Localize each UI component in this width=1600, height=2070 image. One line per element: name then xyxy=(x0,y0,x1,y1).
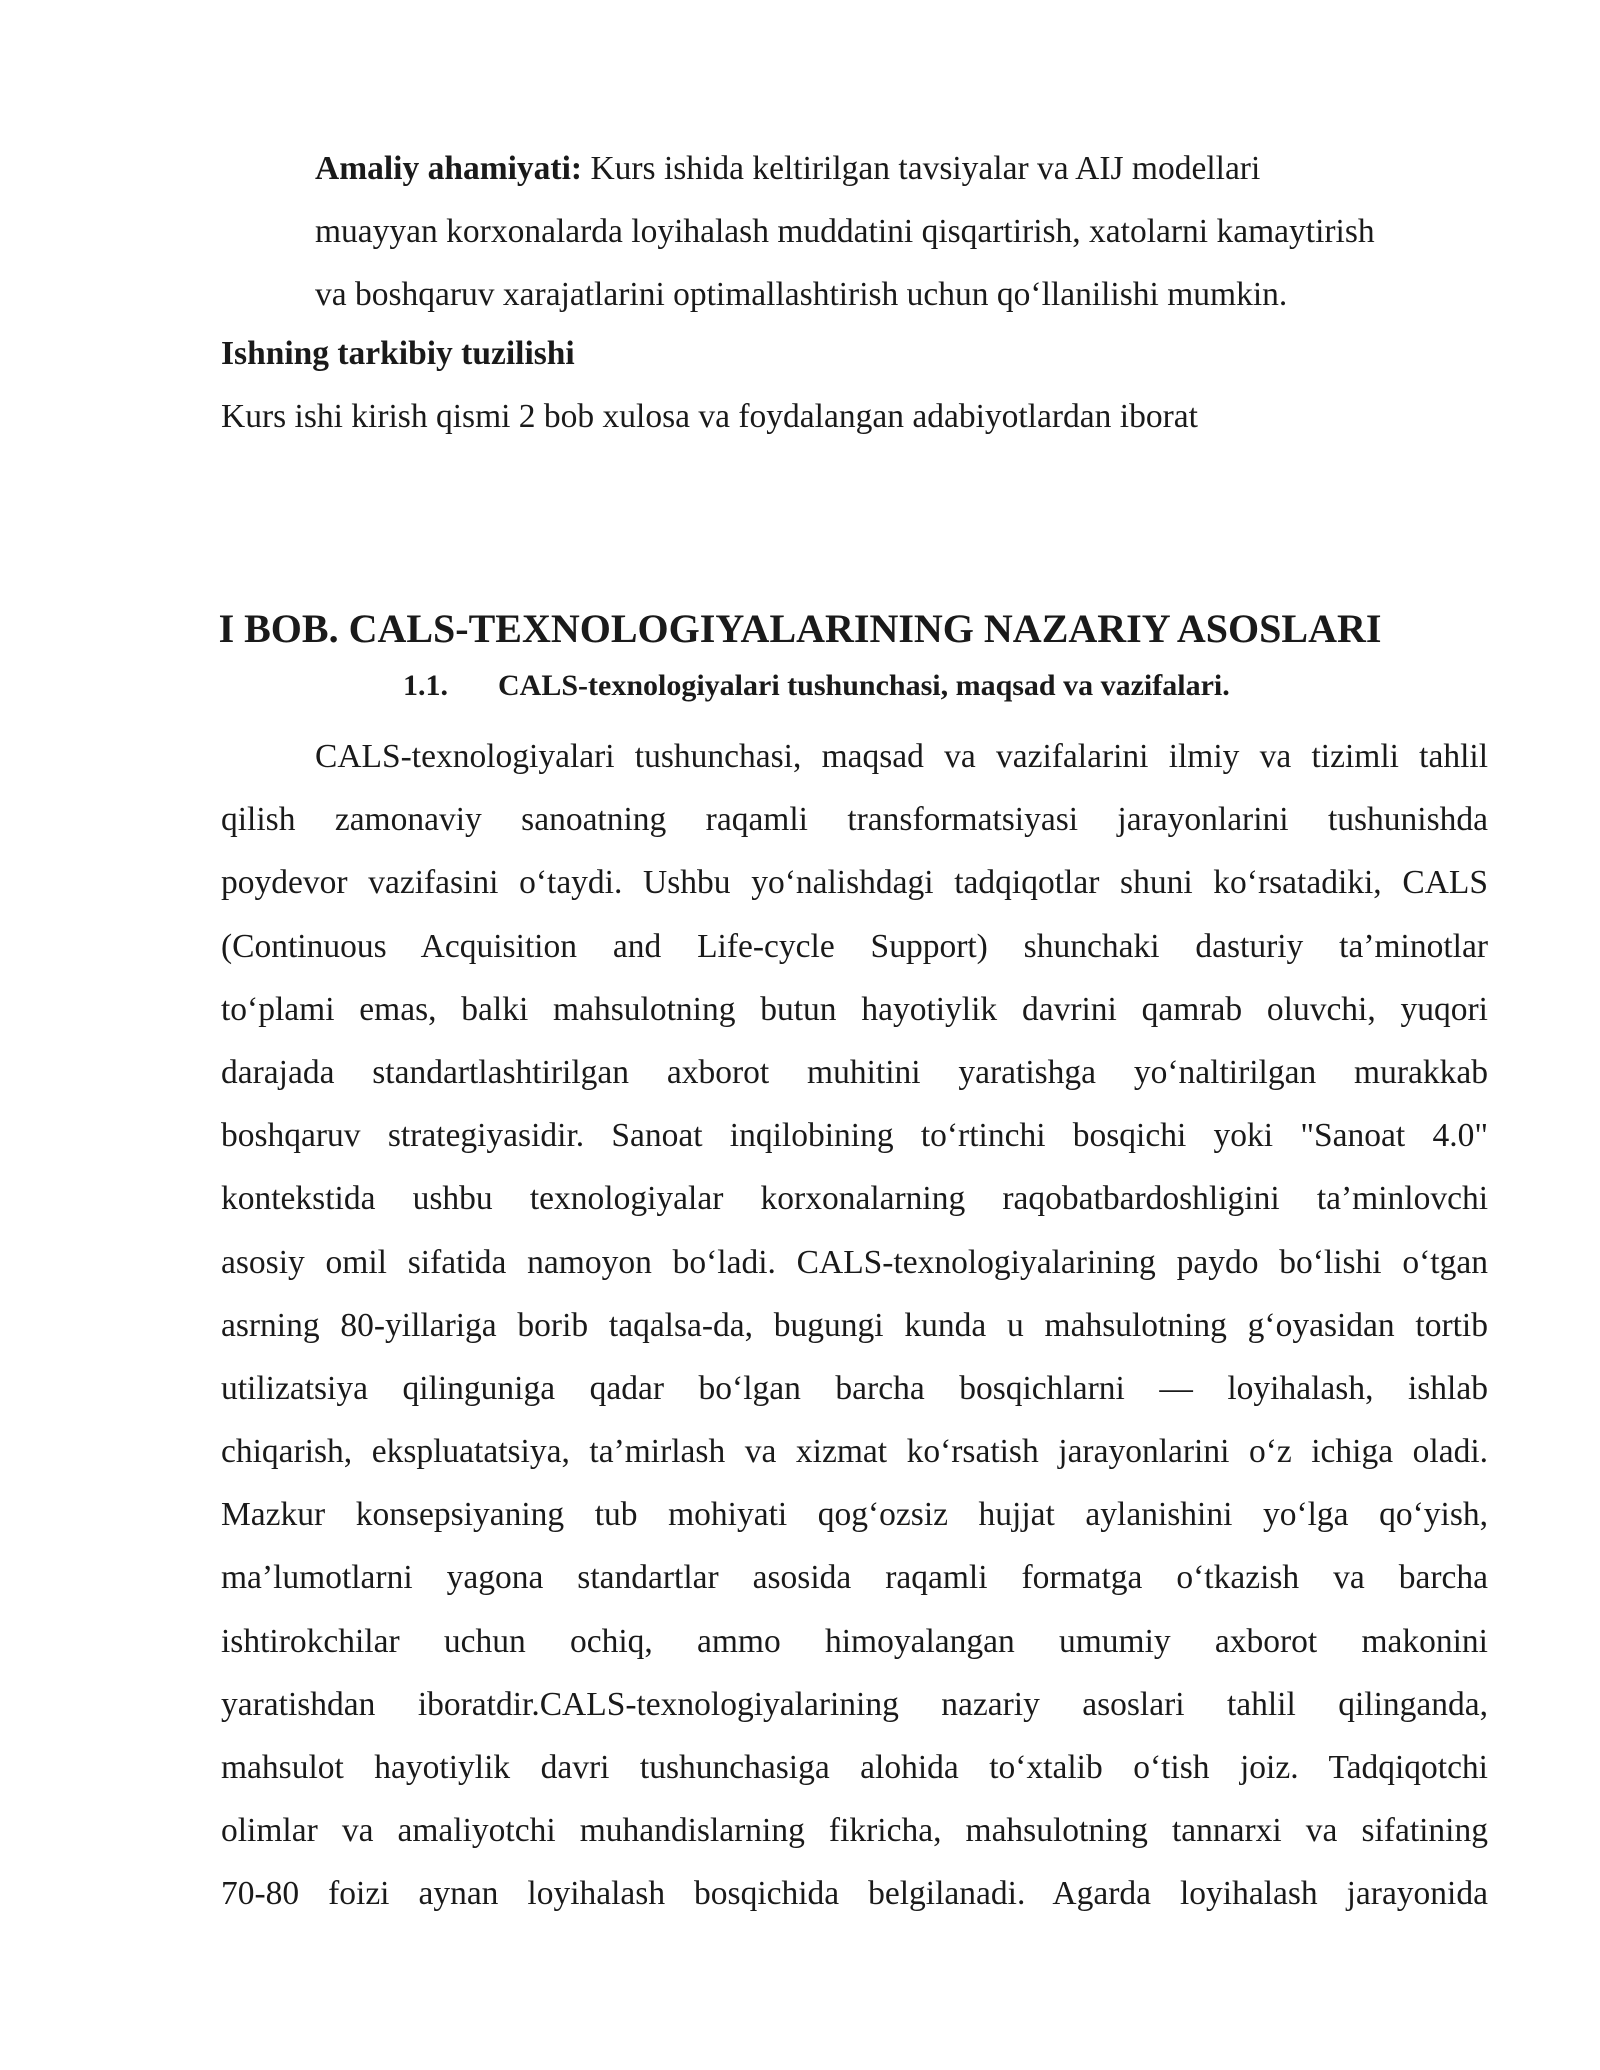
paragraph-line: (Continuous Acquisition and Life-cycle Support) shunchaki dasturiy ta’minotlar xyxy=(221,927,1488,965)
paragraph-line: mahsulot hayotiylik davri tushunchasiga alohida to‘xtalib o‘tish joiz. Tadqiqotchi xyxy=(221,1749,1488,1786)
section-heading xyxy=(403,666,1230,706)
paragraph-line: chiqarish, ekspluatatsiya, ta’mirlash va xizmat ko‘rsatish jarayonlarini o‘z ichiga oladi. xyxy=(221,1433,1488,1471)
paragraph-line: poydevor vazifasini o‘taydi. Ushbu yo‘nalishdagi tadqiqotlar shuni ko‘rsatadiki, CALS xyxy=(221,864,1488,902)
paragraph-line: yaratishdan iboratdir.CALS-texnologiyalarining nazariy asoslari tahlil qilinganda, xyxy=(221,1685,1488,1723)
paragraph-line: 70-80 foizi aynan loyihalash bosqichida belgilanadi. Agarda loyihalash jarayonida xyxy=(221,1875,1488,1913)
chapter-title: I BOB. CALS-TEXNOLOGIYALARINING NAZARIY ASOSLARI xyxy=(218,606,1382,651)
paragraph-line: boshqaruv strategiyasidir. Sanoat inqilobining to‘rtinchi bosqichi yoki "Sanoat 4.0" xyxy=(221,1117,1488,1155)
paragraph-line: qilish zamonaviy sanoatning raqamli transformatsiyasi jarayonlarini tushunishda xyxy=(221,801,1488,839)
paragraph-line: kontekstida ushbu texnologiyalar korxonalarning raqobatbardoshligini ta’minlovchi xyxy=(221,1180,1488,1218)
paragraph-line: utilizatsiya qilinguniga qadar bo‘lgan barcha bosqichlarni — loyihalash, ishlab xyxy=(221,1369,1488,1407)
paragraph-line: ma’lumotlarni yagona standartlar asosida raqamli formatga o‘tkazish va barcha xyxy=(221,1559,1488,1597)
paragraph-line: to‘plami emas, balki mahsulotning butun hayotiylik davrini qamrab oluvchi, yuqori xyxy=(221,990,1488,1028)
paragraph-line: Mazkur konsepsiyaning tub mohiyati qog‘ozsiz hujjat aylanishini yo‘lga qo‘yish, xyxy=(221,1496,1488,1534)
section-title: CALS-texnologiyalari tushunchasi, maqsad va vazifalari. xyxy=(498,669,1230,702)
body-paragraph xyxy=(221,736,1488,1937)
practical-significance-line: va boshqaruv xarajatlarini optimallashtirish uchun qo‘llanilishi mumkin. xyxy=(315,276,1288,313)
section-number: 1.1. xyxy=(403,669,448,702)
paragraph-line: ishtirokchilar uchun ochiq, ammo himoyalangan umumiy axborot makonini xyxy=(221,1622,1488,1660)
paragraph-line: olimlar va amaliyotchi muhandislarning fikricha, mahsulotning tannarxi va sifatining xyxy=(221,1812,1488,1850)
structure-text: Kurs ishi kirish qismi 2 bob xulosa va foydalangan adabiyotlardan iborat xyxy=(221,398,1198,435)
paragraph-line: asrning 80-yillariga borib taqalsa-da, bugungi kunda u mahsulotning g‘oyasidan tortib xyxy=(221,1306,1488,1344)
structure-heading: Ishning tarkibiy tuzilishi xyxy=(221,335,575,372)
practical-significance-line xyxy=(315,148,1495,211)
paragraph-line: darajada standartlashtirilgan axborot muhitini yaratishga yo‘naltirilgan murakkab xyxy=(221,1053,1488,1091)
practical-significance-block xyxy=(315,148,1495,337)
paragraph-line: asosiy omil sifatida namoyon bo‘ladi. CALS-texnologiyalarining paydo bo‘lishi o‘tgan xyxy=(221,1243,1488,1281)
practical-significance-text: Kurs ishida keltirilgan tavsiyalar va AIJ modellari xyxy=(582,150,1261,187)
practical-significance-line: muayyan korxonalarda loyihalash muddatini qisqartirish, xatolarni kamaytirish xyxy=(315,213,1375,250)
practical-significance-label: Amaliy ahamiyati: xyxy=(315,150,583,187)
paragraph-line: CALS-texnologiyalari tushunchasi, maqsad va vazifalarini ilmiy va tizimli tahlil xyxy=(315,738,1488,775)
